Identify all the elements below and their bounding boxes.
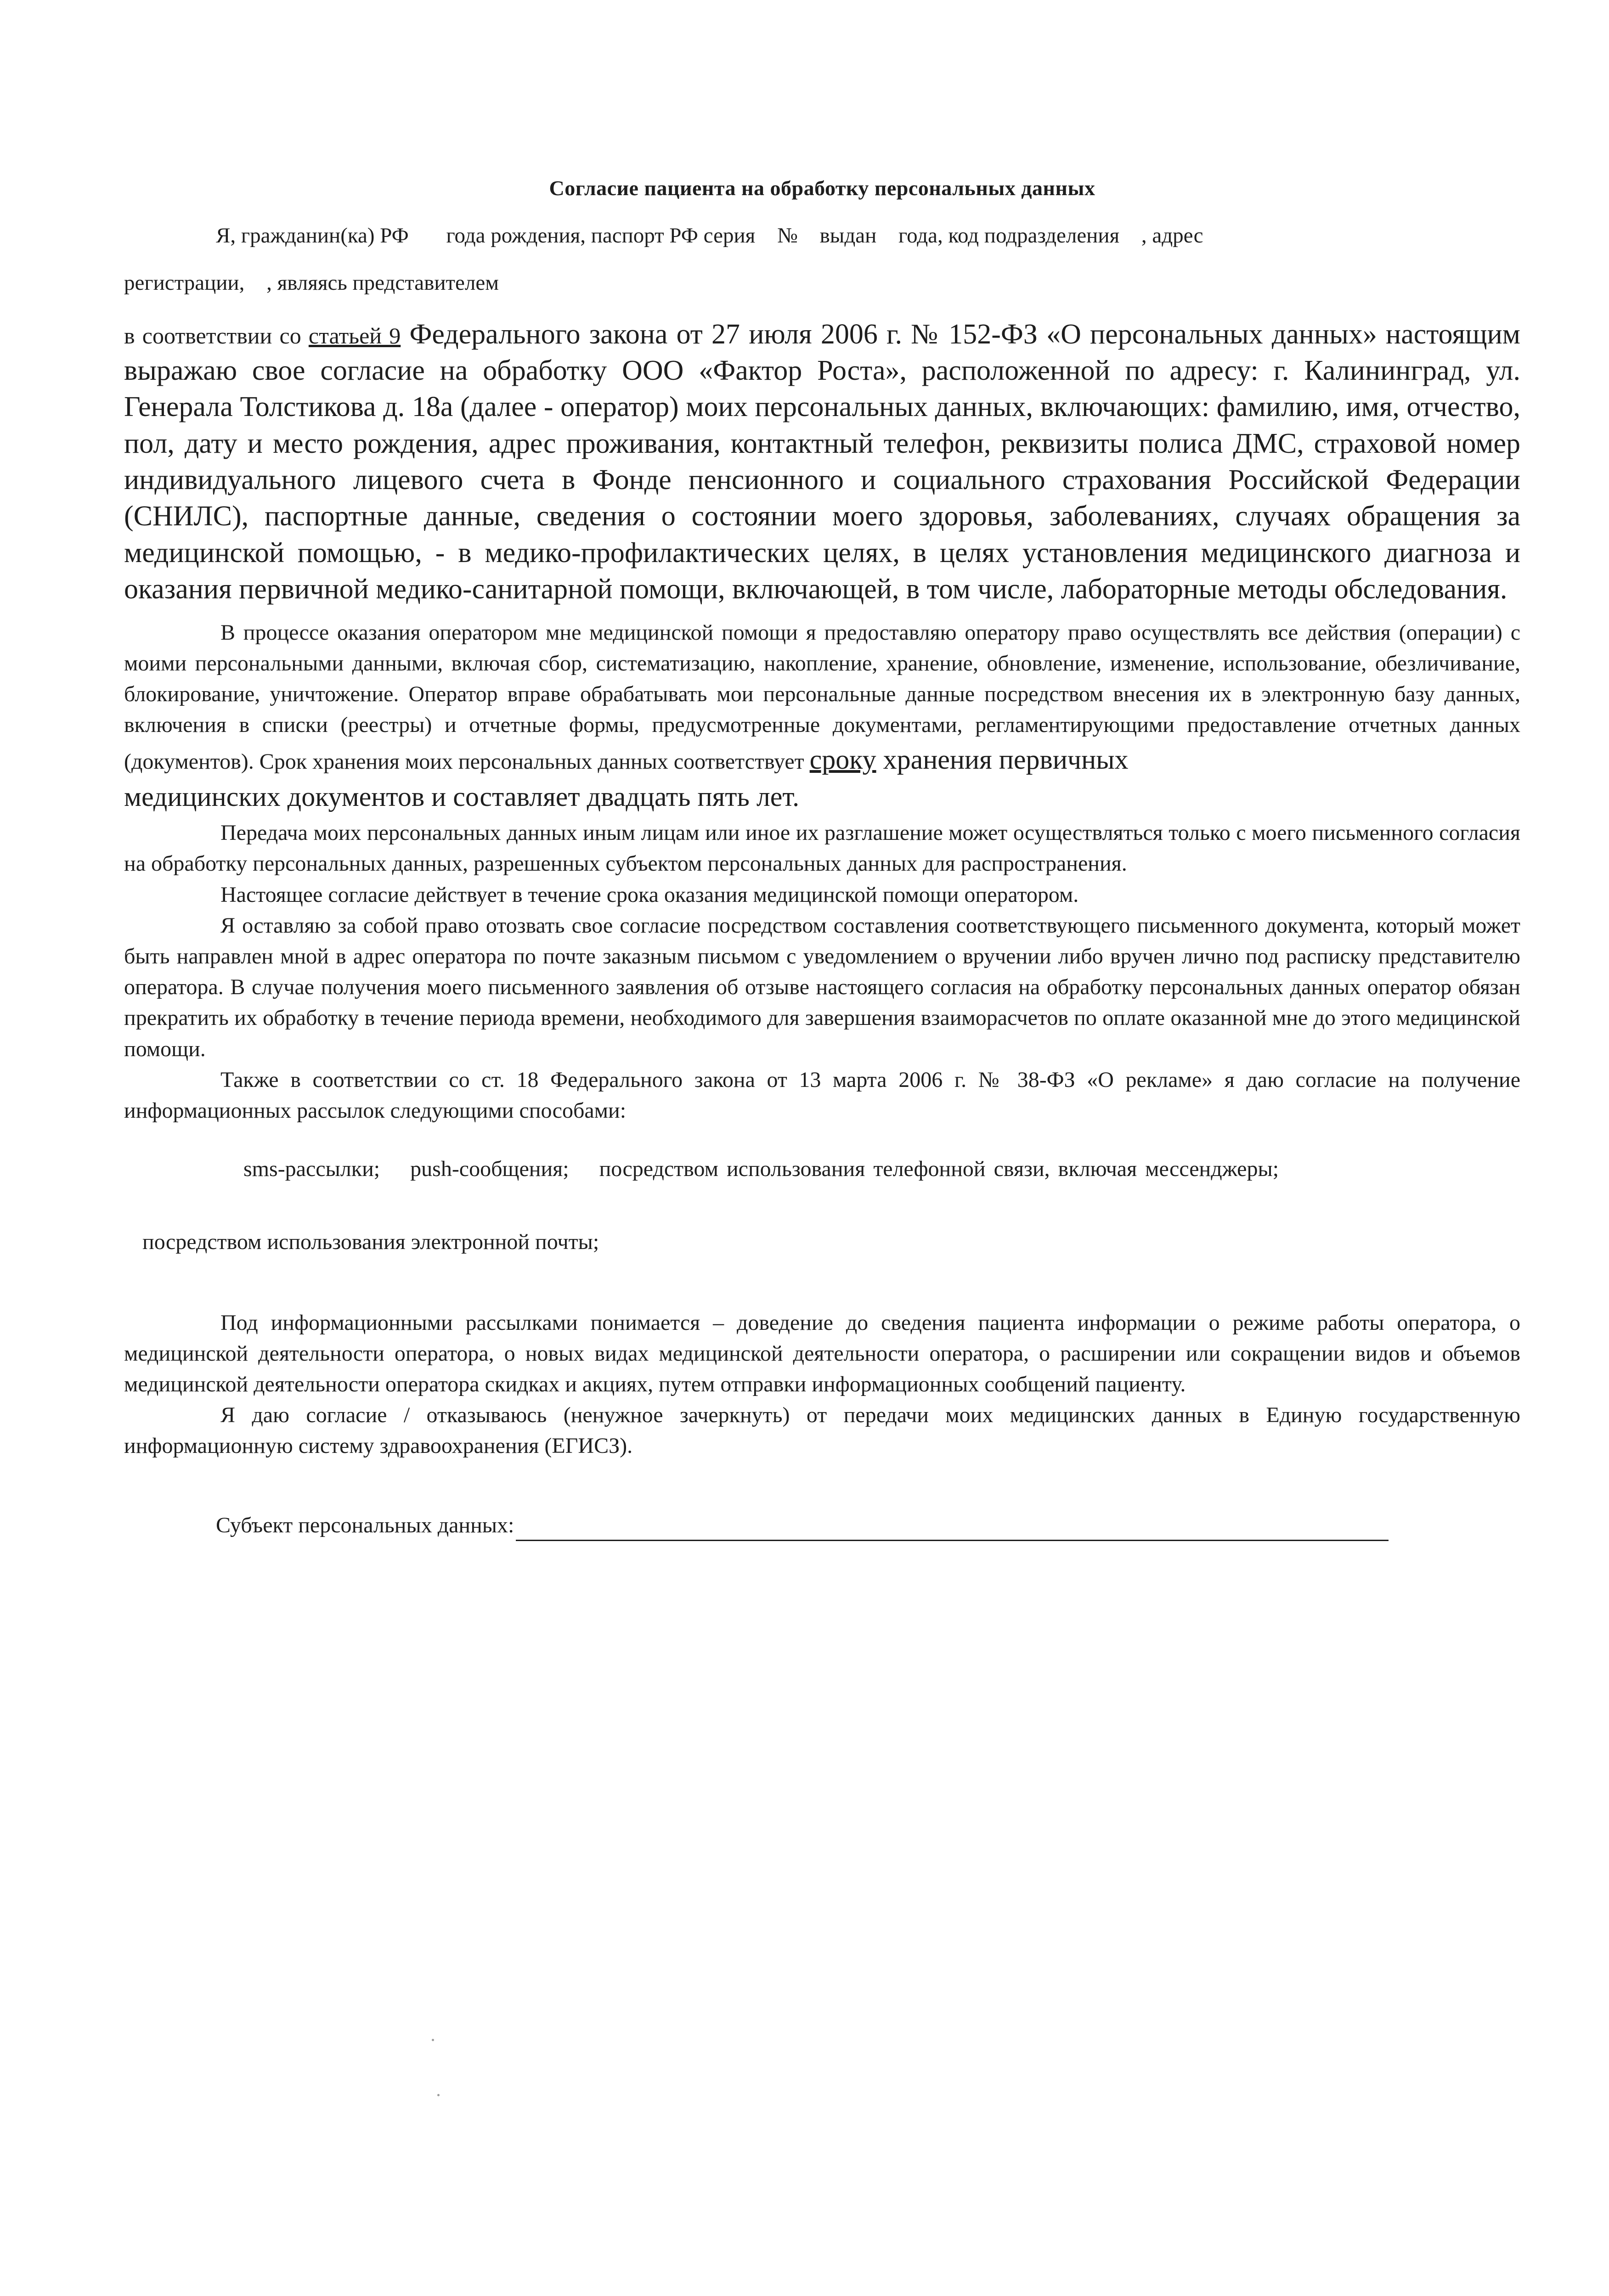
advert-paragraph: Также в соответствии со ст. 18 Федерального закона от 13 марта 2006 г. № 38-ФЗ «О рекламе» я даю согласие на получение информационных рассылок следующими способами: [124,1067,1520,1123]
rights-text: В процессе оказания оператором мне медицинской помощи я предоставляю оператору право осуществлять все действия (операции) с моими персональными данными, включая сбор, систематизацию, накопление, хранение, обновление, изменение, использование, обезличивание, блокирование, уничтожение. Оператор вправе обрабатывать мои персональные данные посредством внесения их в электронную базу данных, включения в списки (реестры) и отчетные формы, предусмотренные документами, регламентирующими предоставление отчетных данных (документов). Срок хранения моих персональных данных соответствует [124,620,1520,774]
paper-speck [432,2039,434,2041]
intro-address: , адрес [1141,223,1203,248]
rights-paragraph [124,617,1520,779]
law-article-link: статьей 9 [308,322,401,349]
paper-speck [437,2094,440,2096]
rights-term-link: сроку [809,744,876,775]
transfer-paragraph: Передача моих персональных данных иным лицам или иное их разглашение может осуществляться только с моего письменного согласия на обработку персональных данных, разрешенных субъектом персональных данных для распространения. [124,821,1520,876]
intro-number-sign: № [777,223,798,248]
law-text: Федерального закона от 27 июля 2006 г. № 152-ФЗ «О персональных данных» настоящим выражаю свое согласие на обработку ООО «Фактор Роста», расположенной по адресу: г. Калининград, ул. Генерала Толстикова д. 18а (далее - оператор) моих персональных данных, включающих: фамилию, имя, отчество, пол, дату и место рождения, адрес проживания, контактный телефон, реквизиты полиса ДМС, страховой номер индивидуального лицевого счета в Фонде пенсионного и социального страхования Российской Федерации (СНИЛС), паспортные данные, сведения о состоянии моего здоровья, заболеваниях, случаях обращения за медицинской помощью, - в медико-профилактических целях, в целях установления медицинского диагноза и оказания первичной медико-санитарной помощи, включающей, в том числе, лабораторные методы обследования. [124,318,1521,605]
rights-tail: хранения первичных [876,744,1129,775]
document-title: Согласие пациента на обработку персональных данных [549,176,1095,200]
intro-representative: , являясь представителем [266,271,499,295]
mailing-option-email: посредством использования электронной почты; [142,1230,599,1255]
validity-paragraph: Настоящее согласие действует в течение срока оказания медицинской помощи оператором. [220,882,1079,907]
mailing-options-line [124,1154,1520,1184]
law-paragraph [124,316,1520,608]
egisz-paragraph: Я даю согласие / отказываюсь (ненужное зачеркнуть) от передачи моих медицинских данных в Единую государственную информационную систему здравоохранения (ЕГИСЗ). [124,1403,1520,1458]
signature-line[interactable] [516,1520,1389,1541]
mailing-option-push: push-сообщения; [410,1157,569,1182]
intro-citizen: Я, гражданин(ка) РФ [216,223,409,248]
mailing-definition-paragraph: Под информационными рассылками понимается – доведение до сведения пациента информации о режиме работы оператора, о медицинской деятельности оператора, о новых видах медицинской деятельности оператора, о расширении или сокращении видов и объемов медицинской деятельности оператора скидках и акциях, путем отправки информационных сообщений пациенту. [124,1310,1520,1396]
intro-birth-year: года рождения, паспорт РФ серия [446,223,756,248]
intro-line-2 [124,269,1520,298]
intro-registration: регистрации, [124,271,245,295]
revoke-paragraph: Я оставляю за собой право отозвать свое согласие посредством составления соответствующего письменного документа, который может быть направлен мной в адрес оператора по почте заказным письмом с уведомлением о вручении либо вручен лично под расписку представителю оператора. В случае получения моего письменного заявления об отзыве настоящего согласия на обработку персональных данных оператор обязан прекратить их обработку в течение периода времени, необходимого для завершения взаиморасчетов по оплате оказанной мне до этого медицинской помощи. [124,913,1520,1061]
intro-line-1 [124,221,1520,250]
intro-division-code: года, код подразделения [898,223,1120,248]
law-lead: в соответствии со [124,322,309,349]
mailing-option-sms: sms-рассылки; [243,1157,380,1182]
mailing-option-phone: посредством использования телефонной связи, включая мессенджеры; [599,1157,1279,1182]
consent-document [124,174,1520,1541]
intro-issued: выдан [819,223,877,248]
signature-label: Субъект персональных данных: [216,1513,514,1538]
signature-block [124,1510,1520,1541]
rights-end-line: медицинских документов и составляет двадцать пять лет. [124,782,800,812]
